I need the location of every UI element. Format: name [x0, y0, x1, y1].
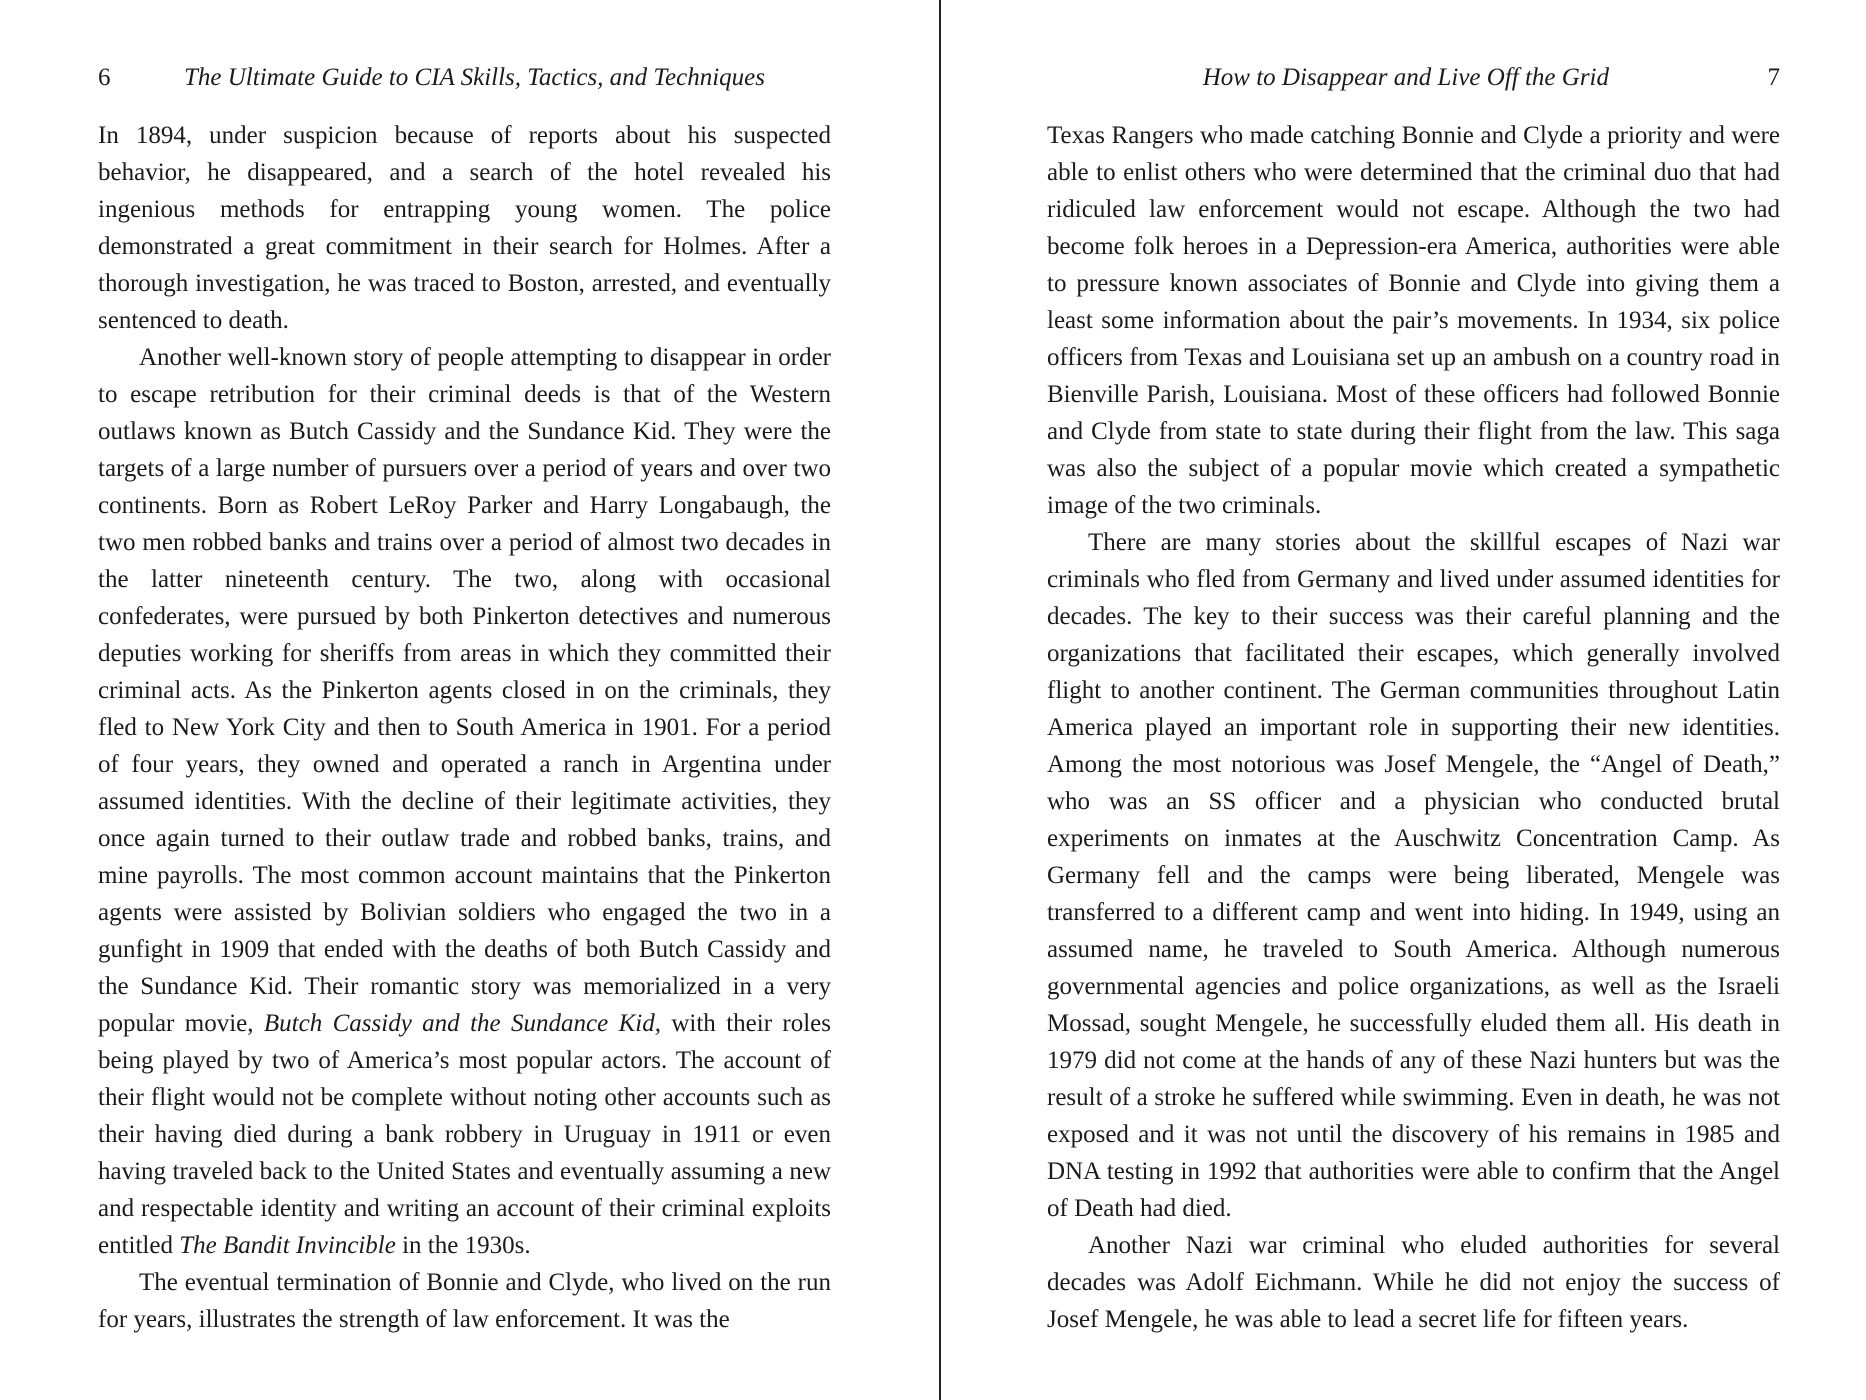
- right-page-header: [1047, 60, 1780, 96]
- book-title: The Bandit Invincible: [179, 1232, 396, 1259]
- paragraph: Texas Rangers who made catching Bonnie and Clyde a priority and were able to enlist others who were determined that the criminal duo that had ridiculed law enforcement would not escape. Although the two had become folk heroes in a Depression-era America, authorities were able to pressure known associates of Bonnie and Clyde into giving them a least some information about the pair’s movements. In 1934, six police officers from Texas and Louisiana set up an ambush on a country road in Bienville Parish, Louisiana. Most of these officers had followed Bonnie and Clyde from state to state during their flight from the law. This saga was also the subject of a popular movie which created a sympathetic image of the two criminals.: [1047, 122, 1780, 519]
- paragraph: Another Nazi war criminal who eluded authorities for several decades was Adolf Eichmann. While he did not enjoy the success of Josef Mengele, he was able to lead a secret life for fifteen years.: [1047, 1232, 1780, 1333]
- movie-title: Butch Cassidy and the Sundance Kid,: [263, 1010, 661, 1037]
- page-number: 7: [1767, 64, 1780, 91]
- page-gutter: [939, 0, 941, 1400]
- page-number: 6: [98, 64, 111, 91]
- paragraph: In 1894, under suspicion because of reports about his suspected behavior, he disappeared, and a search of the hotel revealed his ingenious methods for entrapping young women. The police demonstrated a great commitment in their search for Holmes. After a thorough investigation, he was traced to Boston, arrested, and eventually sentenced to death.: [98, 122, 831, 334]
- left-page-header: [98, 60, 831, 96]
- paragraph: Another well-known story of people attempting to disappear in order to escape retribution for their criminal deeds is that of the Western outlaws known as Butch Cassidy and the Sundance Kid. They were the targets of a large number of pursuers over a period of years and over two continents. Born as Robert LeRoy Parker and Harry Longabaugh, the two men robbed banks and trains over a period of almost two decades in the latter nineteenth century. The two, along with occasional confederates, were pursued by both Pinkerton detectives and numerous deputies working for sheriffs from areas in which they committed their criminal acts. As the Pinkerton agents closed in on the criminals, they fled to New York City and then to South America in 1901. For a period of four years, they owned and operated a ranch in Argentina under assumed identities. With the decline of their legitimate activities, they once again turned to their outlaw trade and robbed banks, trains, and mine payrolls. The most common account maintains that the Pinkerton agents were assisted by Bolivian soldiers who engaged the two in a gunfight in 1909 that ended with the deaths of both Butch Cassidy and the Sundance Kid. Their romantic story was memorialized in a very popular movie, Butch Cassidy and the Sundance Kid, with their roles being played by two of America’s most popular actors. The account of their flight would not be complete without noting other accounts such as their having died during a bank robbery in Uruguay in 1911 or even having traveled back to the United States and eventually assuming a new and respectable identity and writing an account of their criminal exploits entitled The Bandit Invincible in the 1930s.: [98, 344, 832, 1259]
- right-page-body: [1047, 117, 1780, 1338]
- left-page-body: [98, 117, 831, 1338]
- running-head: How to Disappear and Live Off the Grid: [1202, 64, 1609, 91]
- running-head: The Ultimate Guide to CIA Skills, Tactics, and Techniques: [184, 64, 766, 91]
- paragraph: The eventual termination of Bonnie and Clyde, who lived on the run for years, illustrates the strength of law enforcement. It was the: [98, 1269, 831, 1333]
- paragraph: There are many stories about the skillful escapes of Nazi war criminals who fled from Germany and lived under assumed identities for decades. The key to their success was their careful planning and the organizations that facilitated their escapes, which generally involved flight to another continent. The German communities throughout Latin America played an important role in supporting their new identities. Among the most notorious was Josef Mengele, the “Angel of Death,” who was an SS officer and a physician who conducted brutal experiments on inmates at the Auschwitz Concentration Camp. As Germany fell and the camps were being liberated, Mengele was transferred to a different camp and went into hiding. In 1949, using an assumed name, he traveled to South America. Although numerous governmental agencies and police organizations, as well as the Israeli Mossad, sought Mengele, he successfully eluded them all. His death in 1979 did not come at the hands of any of these Nazi hunters but was the result of a stroke he suffered while swimming. Even in death, he was not exposed and it was not until the discovery of his remains in 1985 and DNA testing in 1992 that authorities were able to confirm that the Angel of Death had died.: [1047, 529, 1780, 1222]
